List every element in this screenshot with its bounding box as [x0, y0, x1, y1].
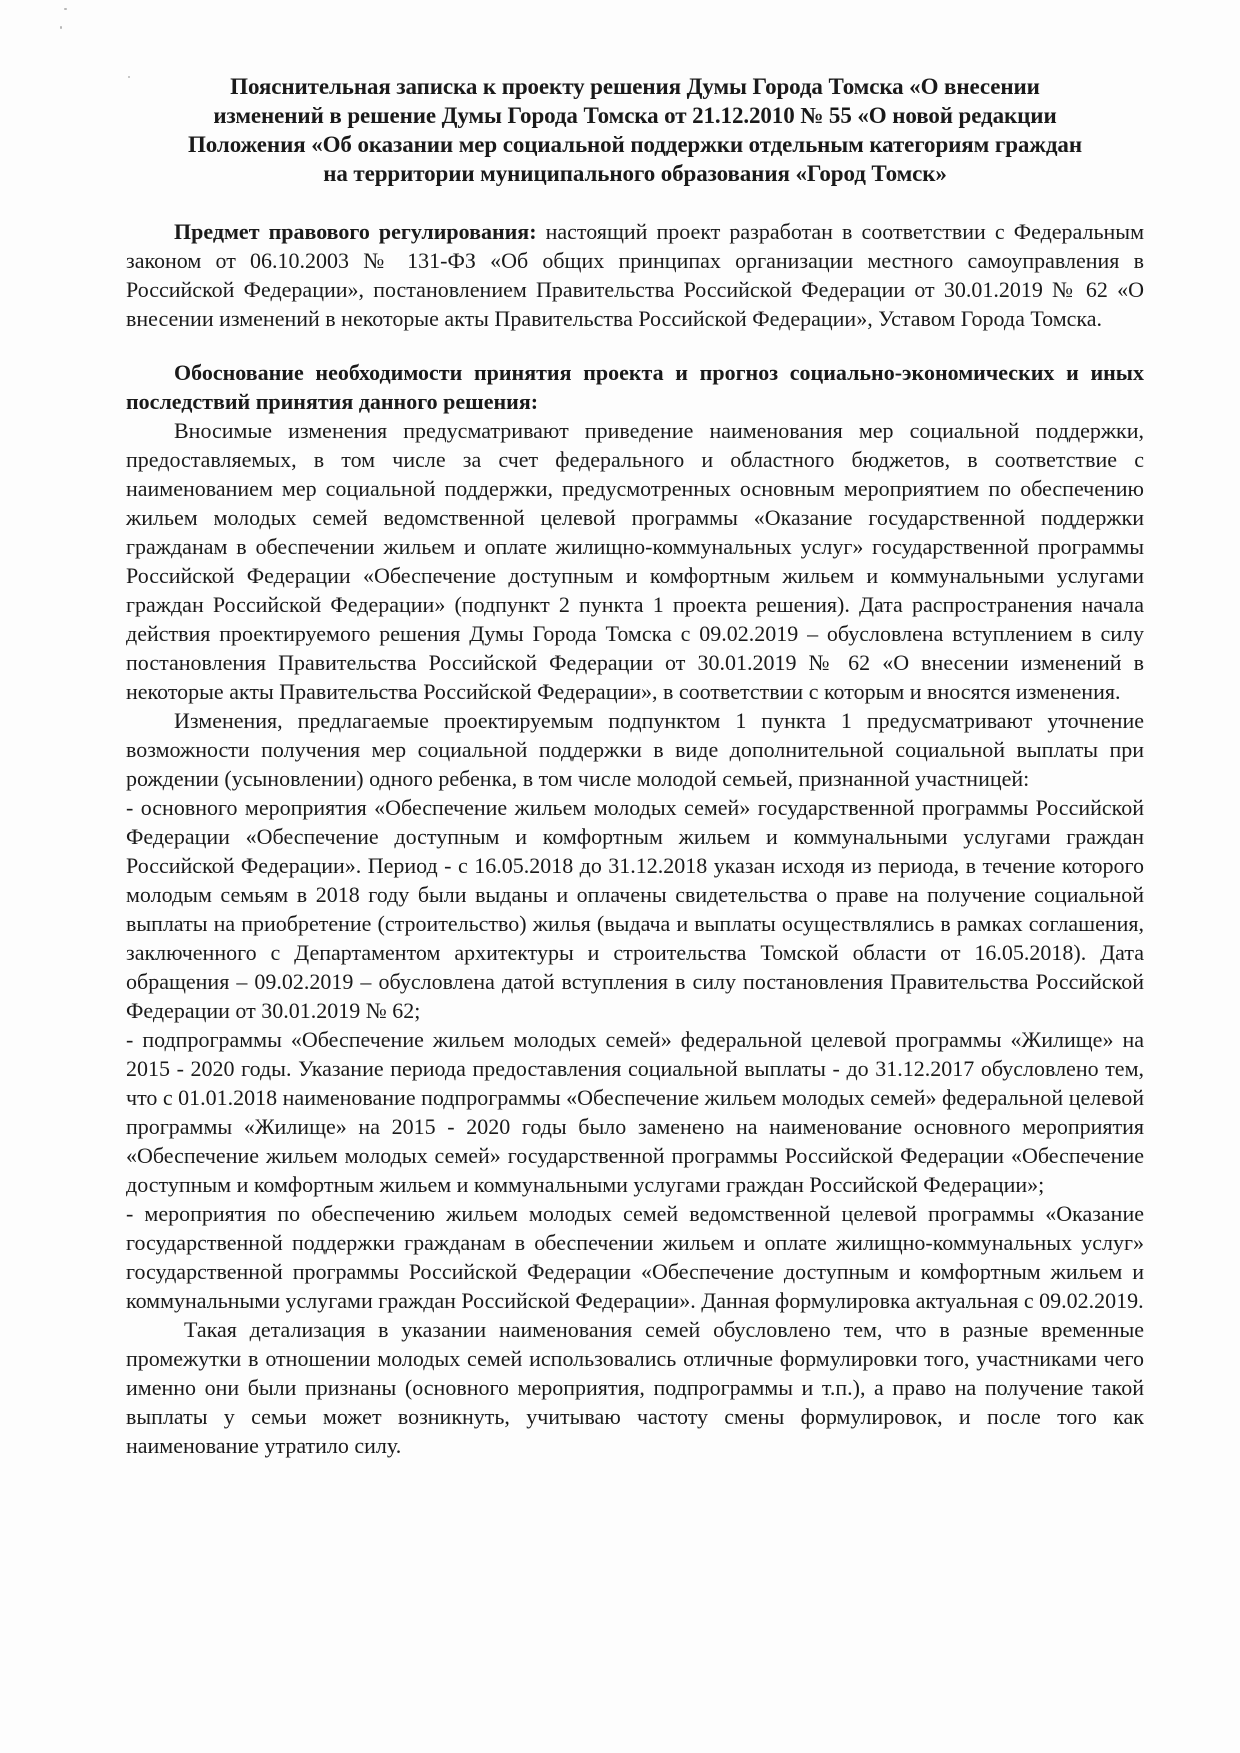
- list-item: - мероприятия по обеспечению жильем молодых семей ведомственной целевой программы «Оказание государственной поддержки гражданам в обеспечении жильем и оплате жилищно-коммунальных услуг» государственной программы Российской Федерации «Обеспечение доступным и комфортным жильем и коммунальными услугами граждан Российской Федерации». Данная формулировка актуальная с 09.02.2019.: [126, 1201, 1144, 1313]
- title-line: изменений в решение Думы Города Томска от 21.12.2010 № 55 «О новой редакции: [213, 103, 1057, 128]
- list-item: - основного мероприятия «Обеспечение жильем молодых семей» государственной программы Российской Федерации «Обеспечение доступным и комфортным жильем и коммунальными услугами граждан Российской Федерации». Период - с 16.05.2018 до 31.12.2018 указан исходя из периода, в течение которого молодым семьям в 2018 году были выданы и оплачены свидетельства о праве на получение социальной выплаты на приобретение (строительство) жилья (выдача и выплаты осуществлялись в рамках соглашения, заключенного с Департаментом архитектуры и строительства Томской области от 16.05.2018). Дата обращения – 09.02.2019 – обусловлена датой вступления в силу постановления Правительства Российской Федерации от 30.01.2019 № 62;: [126, 795, 1144, 1023]
- title-line: на территории муниципального образования «Город Томск»: [323, 161, 947, 186]
- scan-speck: [64, 8, 67, 10]
- scan-speck: [60, 26, 62, 29]
- body-paragraph: Вносимые изменения предусматривают приведение наименования мер социальной поддержки, предоставляемых, в том числе за счет федерального и областного бюджетов, в соответствие с наименованием мер социальной поддержки, предусмотренных основным мероприятием по обеспечению жильем молодых семей ведомственной целевой программы «Оказание государственной поддержки гражданам в обеспечении жильем и оплате жилищно-коммунальных услуг» государственной программы Российской Федерации «Обеспечение доступным и комфортным жильем и коммунальными услугами граждан Российской Федерации» (подпункт 2 пункта 1 проекта решения). Дата распространения начала действия проектируемого решения Думы Города Томска с 09.02.2019 – обусловлена вступлением в силу постановления Правительства Российской Федерации от 30.01.2019 № 62 «О внесении изменений в некоторые акты Правительства Российской Федерации», в соответствии с которым и вносятся изменения.: [126, 418, 1144, 704]
- list-item: - подпрограммы «Обеспечение жильем молодых семей» федеральной целевой программы «Жилище» на 2015 - 2020 годы. Указание периода предоставления социальной выплаты - до 31.12.2017 обусловлено тем, что с 01.01.2018 наименование подпрограммы «Обеспечение жильем молодых семей» федеральной целевой программы «Жилище» на 2015 - 2020 годы было заменено на наименование основного мероприятия «Обеспечение жильем молодых семей» государственной программы Российской Федерации «Обеспечение доступным и комфортным жильем и коммунальными услугами граждан Российской Федерации»;: [126, 1027, 1144, 1197]
- body-paragraph: Изменения, предлагаемые проектируемым подпунктом 1 пункта 1 предусматривают уточнение возможности получения мер социальной поддержки в виде дополнительной социальной выплаты при рождении (усыновлении) одного ребенка, в том числе молодой семьей, признанной участницей:: [126, 708, 1144, 791]
- title-line: Положения «Об оказании мер социальной поддержки отдельным категориям граждан: [188, 132, 1082, 157]
- rationale-heading: Обоснование необходимости принятия проекта и прогноз социально-экономических и иных последствий принятия данного решения:: [126, 360, 1144, 414]
- title-line: Пояснительная записка к проекту решения Думы Города Томска «О внесении: [230, 74, 1040, 99]
- body-paragraph: Такая детализация в указании наименования семей обусловлено тем, что в разные временные промежутки в отношении молодых семей использовались отличные формулировки того, участниками чего именно они были признаны (основного мероприятия, подпрограммы и т.п.), а право на получение такой выплаты у семьи может возникнуть, учитываю частоту смены формулировок, и после того как наименование утратило силу.: [126, 1317, 1144, 1458]
- document-body: [126, 72, 1144, 1460]
- subject-paragraph: [126, 217, 1144, 333]
- document-title: [126, 72, 1144, 188]
- subject-text: настоящий проект разработан в соответствии с Федеральным законом от 06.10.2003 № 131-ФЗ «Об общих принципах организации местного самоуправления в Российской Федерации», постановлением Правительства Российской Федерации от 30.01.2019 № 62 «О внесении изменений в некоторые акты Правительства Российской Федерации», Уставом Города Томска.: [126, 219, 1144, 331]
- subject-heading: Предмет правового регулирования:: [174, 219, 537, 244]
